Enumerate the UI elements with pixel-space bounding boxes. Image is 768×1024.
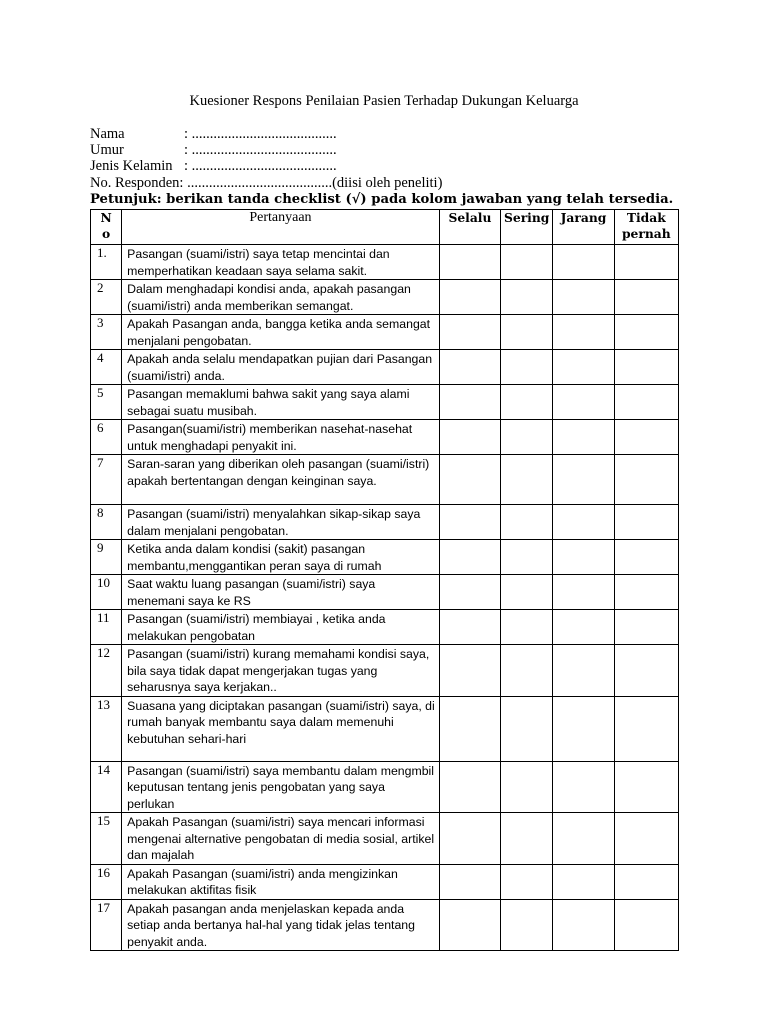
table-row [91, 575, 679, 610]
instruction-text: Petunjuk: berikan tanda checklist (√) pada kolom jawaban yang telah tersedia. [90, 192, 674, 207]
answer-selalu-cell[interactable] [439, 575, 500, 610]
answer-jarang-cell[interactable] [553, 813, 614, 865]
answer-jarang-cell[interactable] [553, 864, 614, 899]
table-row [91, 350, 679, 385]
question-text: Saat waktu luang pasangan (suami/istri) saya menemani saya ke RS [122, 575, 440, 610]
question-text: Suasana yang diciptakan pasangan (suami/istri) saya, di rumah banyak membantu saya dalam memenuhi kebutuhan sehari-hari [122, 696, 440, 761]
row-number: 7 [91, 455, 122, 505]
row-number: 14 [91, 761, 122, 813]
answer-jarang-cell[interactable] [553, 645, 614, 697]
answer-jarang-cell[interactable] [553, 385, 614, 420]
row-number: 11 [91, 610, 122, 645]
answer-sering-cell[interactable] [501, 761, 553, 813]
question-text: Pasangan(suami/istri) memberikan nasehat-nasehat untuk menghadapi penyakit ini. [122, 420, 440, 455]
question-text: Apakah Pasangan anda, bangga ketika anda semangat menjalani pengobatan. [122, 315, 440, 350]
answer-tidak-pernah-cell[interactable] [614, 610, 678, 645]
question-text: Ketika anda dalam kondisi (sakit) pasangan membantu,menggantikan peran saya di rumah [122, 540, 440, 575]
header-selalu: Selalu [439, 210, 500, 245]
question-text: Pasangan (suami/istri) saya membantu dalam mengmbil keputusan tentang jenis pengobatan yang saya perlukan [122, 761, 440, 813]
field-value: : ........................................(diisi oleh peneliti) [179, 174, 443, 191]
row-number: 6 [91, 420, 122, 455]
answer-selalu-cell[interactable] [439, 505, 500, 540]
answer-selalu-cell[interactable] [439, 864, 500, 899]
answer-selalu-cell[interactable] [439, 455, 500, 505]
field-label: No. Responden [90, 174, 180, 191]
answer-selalu-cell[interactable] [439, 420, 500, 455]
table-row [91, 899, 679, 951]
answer-sering-cell[interactable] [501, 455, 553, 505]
answer-jarang-cell[interactable] [553, 610, 614, 645]
field-umur [90, 142, 442, 158]
row-number: 9 [91, 540, 122, 575]
answer-tidak-pernah-cell[interactable] [614, 385, 678, 420]
answer-tidak-pernah-cell[interactable] [614, 280, 678, 315]
row-number: 17 [91, 899, 122, 951]
header-no: N o [91, 210, 122, 245]
answer-jarang-cell[interactable] [553, 505, 614, 540]
row-number: 4 [91, 350, 122, 385]
row-number: 2 [91, 280, 122, 315]
table-row [91, 645, 679, 697]
answer-tidak-pernah-cell[interactable] [614, 645, 678, 697]
field-label: Nama [90, 126, 125, 142]
answer-selalu-cell[interactable] [439, 761, 500, 813]
answer-tidak-pernah-cell[interactable] [614, 899, 678, 951]
answer-sering-cell[interactable] [501, 864, 553, 899]
answer-selalu-cell[interactable] [439, 899, 500, 951]
row-number: 8 [91, 505, 122, 540]
answer-jarang-cell[interactable] [553, 420, 614, 455]
answer-sering-cell[interactable] [501, 315, 553, 350]
answer-sering-cell[interactable] [501, 696, 553, 761]
question-text: Saran-saran yang diberikan oleh pasangan (suami/istri) apakah bertentangan dengan keinginan saya. [122, 455, 440, 505]
row-number: 3 [91, 315, 122, 350]
row-number: 13 [91, 696, 122, 761]
row-number: 10 [91, 575, 122, 610]
table-row [91, 761, 679, 813]
question-text: Pasangan memaklumi bahwa sakit yang saya alami sebagai suatu musibah. [122, 385, 440, 420]
question-text: Apakah anda selalu mendapatkan pujian dari Pasangan (suami/istri) anda. [122, 350, 440, 385]
table-row [91, 315, 679, 350]
answer-tidak-pernah-cell[interactable] [614, 455, 678, 505]
answer-sering-cell[interactable] [501, 505, 553, 540]
table-row [91, 245, 679, 280]
answer-tidak-pernah-cell[interactable] [614, 505, 678, 540]
table-header-row [91, 210, 679, 245]
field-no-responden [90, 175, 442, 191]
answer-jarang-cell[interactable] [553, 696, 614, 761]
field-label: Jenis Kelamin [90, 158, 173, 175]
question-text: Apakah pasangan anda menjelaskan kepada anda setiap anda bertanya hal-hal yang tidak jelas tentang penyakit anda. [122, 899, 440, 951]
table-row [91, 455, 679, 505]
field-label: Umur [90, 142, 124, 159]
answer-jarang-cell[interactable] [553, 575, 614, 610]
table-row [91, 696, 679, 761]
answer-tidak-pernah-cell[interactable] [614, 761, 678, 813]
answer-tidak-pernah-cell[interactable] [614, 575, 678, 610]
header-tidak-pernah: Tidak pernah [614, 210, 678, 245]
answer-jarang-cell[interactable] [553, 315, 614, 350]
field-value: : ........................................ [184, 158, 337, 175]
table-row [91, 280, 679, 315]
answer-jarang-cell[interactable] [553, 245, 614, 280]
respondent-info [90, 126, 442, 191]
question-text: Dalam menghadapi kondisi anda, apakah pasangan (suami/istri) anda memberikan semangat. [122, 280, 440, 315]
answer-sering-cell[interactable] [501, 899, 553, 951]
table-row [91, 864, 679, 899]
document-title: Kuesioner Respons Penilaian Pasien Terhadap Dukungan Keluarga [189, 93, 579, 109]
answer-selalu-cell[interactable] [439, 350, 500, 385]
question-text: Pasangan (suami/istri) membiayai , ketika anda melakukan pengobatan [122, 610, 440, 645]
answer-selalu-cell[interactable] [439, 385, 500, 420]
answer-jarang-cell[interactable] [553, 899, 614, 951]
answer-tidak-pernah-cell[interactable] [614, 864, 678, 899]
question-text: Apakah Pasangan (suami/istri) anda mengizinkan melakukan aktifitas fisik [122, 864, 440, 899]
table-row [91, 505, 679, 540]
answer-selalu-cell[interactable] [439, 245, 500, 280]
question-text: Pasangan (suami/istri) kurang memahami kondisi saya, bila saya tidak dapat mengerjakan tugas yang seharusnya saya kerjakan.. [122, 645, 440, 697]
answer-sering-cell[interactable] [501, 575, 553, 610]
answer-jarang-cell[interactable] [553, 761, 614, 813]
header-sering: Sering [501, 210, 553, 245]
header-jarang: Jarang [553, 210, 614, 245]
answer-sering-cell[interactable] [501, 420, 553, 455]
table-row [91, 610, 679, 645]
answer-sering-cell[interactable] [501, 245, 553, 280]
header-question: Pertanyaan [122, 210, 440, 245]
answer-jarang-cell[interactable] [553, 540, 614, 575]
row-number: 1. [91, 245, 122, 280]
answer-sering-cell[interactable] [501, 540, 553, 575]
field-value: : ........................................ [184, 142, 337, 159]
answer-sering-cell[interactable] [501, 350, 553, 385]
answer-tidak-pernah-cell[interactable] [614, 813, 678, 865]
row-number: 12 [91, 645, 122, 697]
answer-tidak-pernah-cell[interactable] [614, 696, 678, 761]
answer-tidak-pernah-cell[interactable] [614, 245, 678, 280]
answer-jarang-cell[interactable] [553, 455, 614, 505]
answer-selalu-cell[interactable] [439, 813, 500, 865]
answer-tidak-pernah-cell[interactable] [614, 315, 678, 350]
answer-selalu-cell[interactable] [439, 610, 500, 645]
answer-sering-cell[interactable] [501, 385, 553, 420]
table-row [91, 385, 679, 420]
question-text: Pasangan (suami/istri) menyalahkan sikap-sikap saya dalam menjalani pengobatan. [122, 505, 440, 540]
row-number: 5 [91, 385, 122, 420]
field-jenis-kelamin [90, 158, 442, 174]
answer-tidak-pernah-cell[interactable] [614, 350, 678, 385]
answer-sering-cell[interactable] [501, 280, 553, 315]
answer-jarang-cell[interactable] [553, 280, 614, 315]
answer-sering-cell[interactable] [501, 645, 553, 697]
field-value: : ........................................ [184, 126, 337, 142]
answer-jarang-cell[interactable] [553, 350, 614, 385]
question-text: Apakah Pasangan (suami/istri) saya mencari informasi mengenai alternative pengobatan di media sosial, artikel dan majalah [122, 813, 440, 865]
answer-selalu-cell[interactable] [439, 696, 500, 761]
table-row [91, 540, 679, 575]
answer-tidak-pernah-cell[interactable] [614, 540, 678, 575]
answer-sering-cell[interactable] [501, 813, 553, 865]
answer-selalu-cell[interactable] [439, 645, 500, 697]
table-row [91, 813, 679, 865]
answer-selalu-cell[interactable] [439, 540, 500, 575]
questionnaire-table [90, 209, 679, 951]
answer-sering-cell[interactable] [501, 610, 553, 645]
question-text: Pasangan (suami/istri) saya tetap mencintai dan memperhatikan keadaan saya selama sakit. [122, 245, 440, 280]
field-nama [90, 126, 442, 142]
row-number: 16 [91, 864, 122, 899]
row-number: 15 [91, 813, 122, 865]
table-row [91, 420, 679, 455]
answer-tidak-pernah-cell[interactable] [614, 420, 678, 455]
answer-selalu-cell[interactable] [439, 280, 500, 315]
answer-selalu-cell[interactable] [439, 315, 500, 350]
